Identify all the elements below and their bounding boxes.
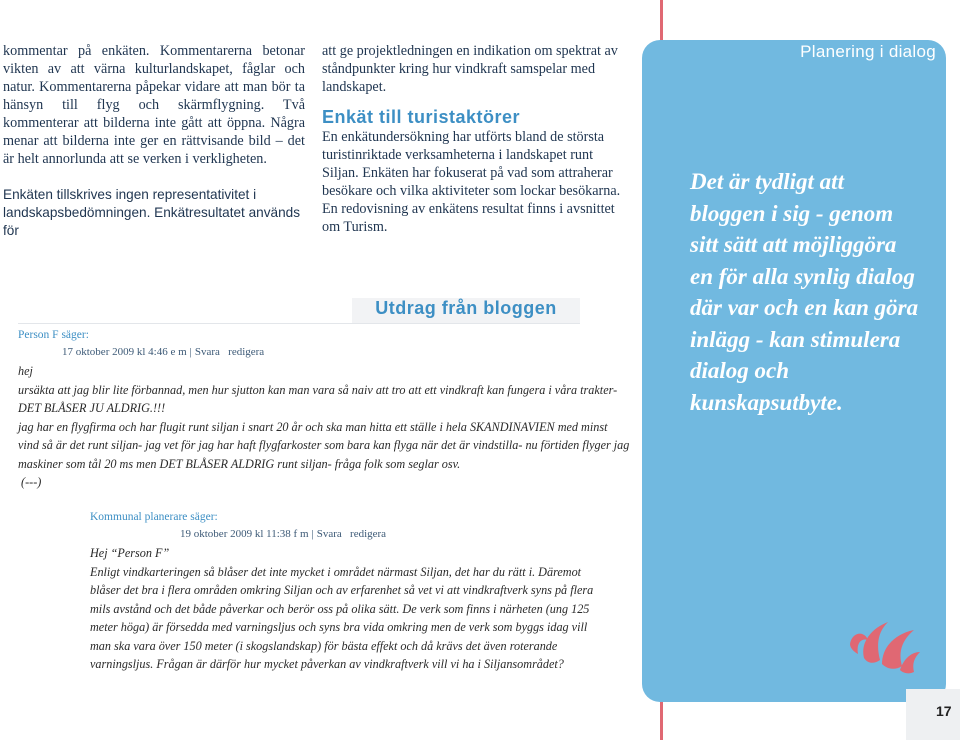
comment-line: Hej “Person F” [90, 546, 170, 560]
divider [18, 323, 580, 324]
comment-meta: 17 oktober 2009 kl 4:46 e m | Svara redigera [62, 346, 265, 358]
text-column-left [3, 42, 305, 240]
reply-link[interactable]: Svara [316, 528, 342, 540]
comment-author: Kommunal planerare säger: [90, 511, 218, 523]
sidebar-quote: Det är tydligt att bloggen i sig - genom sitt sätt att möjliggöra en för alla synlig dialog där var och en kan göra inlägg - kan stimulera dialog och kunskapsutbyte. [690, 169, 919, 415]
comment-author: Person F säger: [18, 329, 89, 341]
page-number: 17 [936, 703, 952, 719]
reply-link[interactable]: Svara [194, 346, 220, 358]
edit-link[interactable]: redigera [350, 528, 387, 540]
red-flame-logo-icon [842, 610, 922, 674]
blog-section-title: Utdrag från bloggen [375, 298, 557, 318]
sidebar-title: Planering i dialog [800, 42, 936, 61]
comment-line: Enligt vindkarteringen så blåser det inte mycket i området närmast Siljan, det har du rätt i. Däremot blåser det bra i flera områden omkring Siljan och av erfarenhet så vet vi att vindkraftverk syns på flera mils avstånd och det både påverkar och berör oss på olika sätt. De verk som finns i närheten (ung 125 meter höga) är försedda med varningsljus och syns bra vida omkring men de verk som byggs idag vill man ska vara över 150 meter (i skogslandskap) för bästa effekt och då krävs det även roterande varningsljus. Frågan är därför hur mycket påverkan av vindkraftverk vill vi ha i Siljansområdet? [90, 564, 594, 671]
comment-date: 17 oktober 2009 kl 4:46 e m [62, 346, 187, 358]
comment-line: jag har en flygfirma och har flugit runt siljan i snart 20 år och ska man hitta ett ställe i hela SKANDINAVIEN med minst vind så är det runt siljan- jag vet för jag har haft flygfarkoster som bara kan flyga när det är vindstilla- nu förtiden flyger jag maskiner som tål 20 ms men DET BLÅSER ALDRIG runt siljan- fråga folk som seglar osv. [18, 419, 630, 471]
comment-body [90, 544, 610, 674]
comment-date: 19 oktober 2009 kl 11:38 f m [180, 528, 309, 540]
section-heading: Enkät till turistaktörer [322, 107, 521, 127]
paragraph: En enkätundersökning har utförts bland de största turistinriktade verksamheterna i landskapet runt Siljan. Enkäten har fokuserat på vad som attraherar besökare och vilka aktiviteter som lockar besökarna. En redovisning av enkätens resultat finns i avsnittet om Turism. [322, 129, 621, 235]
comment-line: hej [18, 364, 33, 378]
paragraph: att ge projektledningen en indikation om spektrat av ståndpunkter kring hur vindkraft samspelar med landskapet. [322, 43, 618, 95]
comment-line: ursäkta att jag blir lite förbannad, men hur sjutton kan man vara så naiv att tro att ett vindkraft kan fungera i våra trakter- DET BLÅSER JU ALDRIG.!!! [18, 382, 618, 415]
comment-line: (---) [18, 475, 42, 489]
comment-body [18, 362, 630, 492]
edit-link[interactable]: redigera [228, 346, 265, 358]
text-column-middle [322, 42, 622, 236]
paragraph: Enkäten tillskrives ingen representativitet i landskapsbedömningen. Enkätresultatet används för [3, 187, 300, 238]
paragraph: kommentar på enkäten. Kommentarerna betonar vikten av att värna kulturlandskapet, fåglar och natur. Kommentarerna påpekar vidare att man bör ta hänsyn till flyg och skärmflygning. Två kommenterar att bilderna inte gått att öppna. Några menar att bilderna inte ger en rättvisande bild – det är helt annorlunda att se verken i verkligheten. [3, 43, 305, 167]
comment-meta: 19 oktober 2009 kl 11:38 f m | Svara redigera [180, 528, 387, 540]
